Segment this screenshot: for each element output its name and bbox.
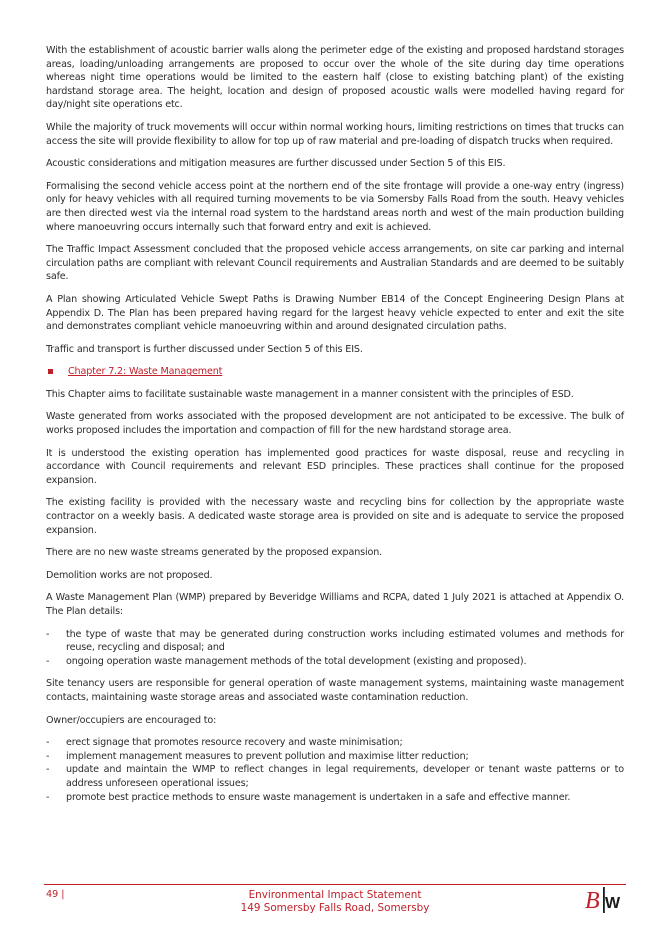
paragraph-owner: Owner/occupiers are encouraged to: [46, 714, 217, 726]
paragraph-waste-aim: This Chapter aims to facilitate sustainable waste management in a manner consistent with the principles of ESD. [46, 388, 574, 400]
plan-details-list [46, 628, 624, 669]
owner-actions-list [46, 736, 624, 804]
company-logo-icon [584, 884, 622, 916]
paragraph-traffic-reference: Traffic and transport is further discussed under Section 5 of this EIS. [46, 343, 363, 355]
list-item: - the type of waste that may be generated during construction works including estimated volumes and methods for reuse, recycling and disposal; and [46, 628, 624, 654]
paragraph-demolition: Demolition works are not proposed. [46, 569, 213, 581]
footer-document-title: Environmental Impact Statement [248, 889, 422, 901]
footer-title [194, 889, 476, 914]
dash-bullet: - [46, 791, 50, 803]
list-item: - update and maintain the WMP to reflect changes in legal requirements, developer or tenant waste patterns or to address unforeseen operational issues; [46, 764, 624, 789]
page-footer [44, 888, 626, 918]
dash-bullet: - [46, 750, 50, 762]
dash-bullet: - [46, 764, 50, 776]
paragraph-swept-paths: A Plan showing Articulated Vehicle Swept Paths is Drawing Number EB14 of the Concept Engineering Design Plans at Appendix D. The Plan has been prepared having regard for the largest heavy vehicle expected to enter and exit the site and demonstrates compliant vehicle manoeuvring within and around designated circulation paths. [46, 293, 624, 333]
paragraph-tenancy: Site tenancy users are responsible for general operation of waste management systems, maintaining waste management contacts, maintaining waste storage areas and associated waste contamination reduction. [46, 678, 624, 703]
paragraph-existing-facility: The existing facility is provided with the necessary waste and recycling bins for collection by the appropriate waste contractor on a weekly basis. A dedicated waste storage area is provided on site and is adequate to service the proposed expansion. [46, 497, 624, 536]
dash-bullet: - [46, 655, 50, 667]
paragraph-wmp: A Waste Management Plan (WMP) prepared by Beveridge Williams and RCPA, dated 1 July 2021 is attached at Appendix O. The Plan details: [46, 592, 624, 617]
svg-text:W: W [605, 895, 621, 912]
paragraph-waste-generated: Waste generated from works associated with the proposed development are not anticipated to be excessive. The bulk of works proposed includes the importation and compaction of fill for the new hardstand storage area. [46, 411, 624, 437]
dash-bullet: - [46, 628, 50, 640]
paragraph-traffic-assessment: The Traffic Impact Assessment concluded that the proposed vehicle access arrangements, on site car parking and internal circulation paths are compliant with relevant Council requirements and Australian Standards and are deemed to be suitably safe. [46, 244, 624, 283]
paragraph-existing-practices: It is understood the existing operation has implemented good practices for waste disposal, reuse and recycling in accordance with Council requirements and relevant ESD principles. These practices shall continue for the proposed expansion. [46, 447, 624, 486]
list-item: - promote best practice methods to ensure waste management is undertaken in a safe and effective manner. [46, 791, 571, 803]
list-item: - erect signage that promotes resource recovery and waste minimisation; [46, 737, 403, 749]
section-heading-waste [46, 365, 624, 379]
footer-divider [44, 884, 626, 885]
paragraph-acoustic-reference: Acoustic considerations and mitigation measures are further discussed under Section 5 of this EIS. [46, 158, 506, 170]
list-item: - ongoing operation waste management methods of the total development (existing and proposed). [46, 655, 527, 667]
svg-text:B: B [585, 888, 600, 914]
waste-management-link[interactable]: Chapter 7.2: Waste Management [68, 366, 223, 378]
paragraph-vehicle-access: Formalising the second vehicle access point at the northern end of the site frontage will provide a one-way entry (ingress) only for heavy vehicles with all required turning movements to be via Somersby Falls Road from the south. Heavy vehicles are then directed west via the internal road system to the hardstand areas north and west of the main production building where manoeuvring occurs internally such that forward entry and exit is achieved. [46, 180, 624, 233]
paragraph-truck-movements: While the majority of truck movements will occur within normal working hours, limiting restrictions on times that trucks can access the site will provide flexibility to allow for top up of raw material and pre-loading of dispatch trucks when required. [46, 121, 624, 147]
paragraph-no-new-streams: There are no new waste streams generated by the proposed expansion. [46, 547, 383, 559]
document-body [46, 44, 624, 813]
square-bullet-icon [48, 369, 53, 374]
page-number: 49 | [46, 889, 65, 900]
list-item: - implement management measures to prevent pollution and maximise litter reduction; [46, 750, 469, 762]
footer-site-address: 149 Somersby Falls Road, Somersby [240, 901, 430, 914]
dash-bullet: - [46, 737, 50, 749]
paragraph-acoustic-walls: With the establishment of acoustic barrier walls along the perimeter edge of the existing and proposed hardstand storages areas, loading/unloading arrangements are proposed to occur over the whole of the site during day time operations whereas night time operations would be limited to the eastern half (close to existing batching plant) of the existing hardstand storage area. The height, location and design of proposed acoustic walls were modelled having regard for day/night site operations etc. [46, 45, 624, 111]
